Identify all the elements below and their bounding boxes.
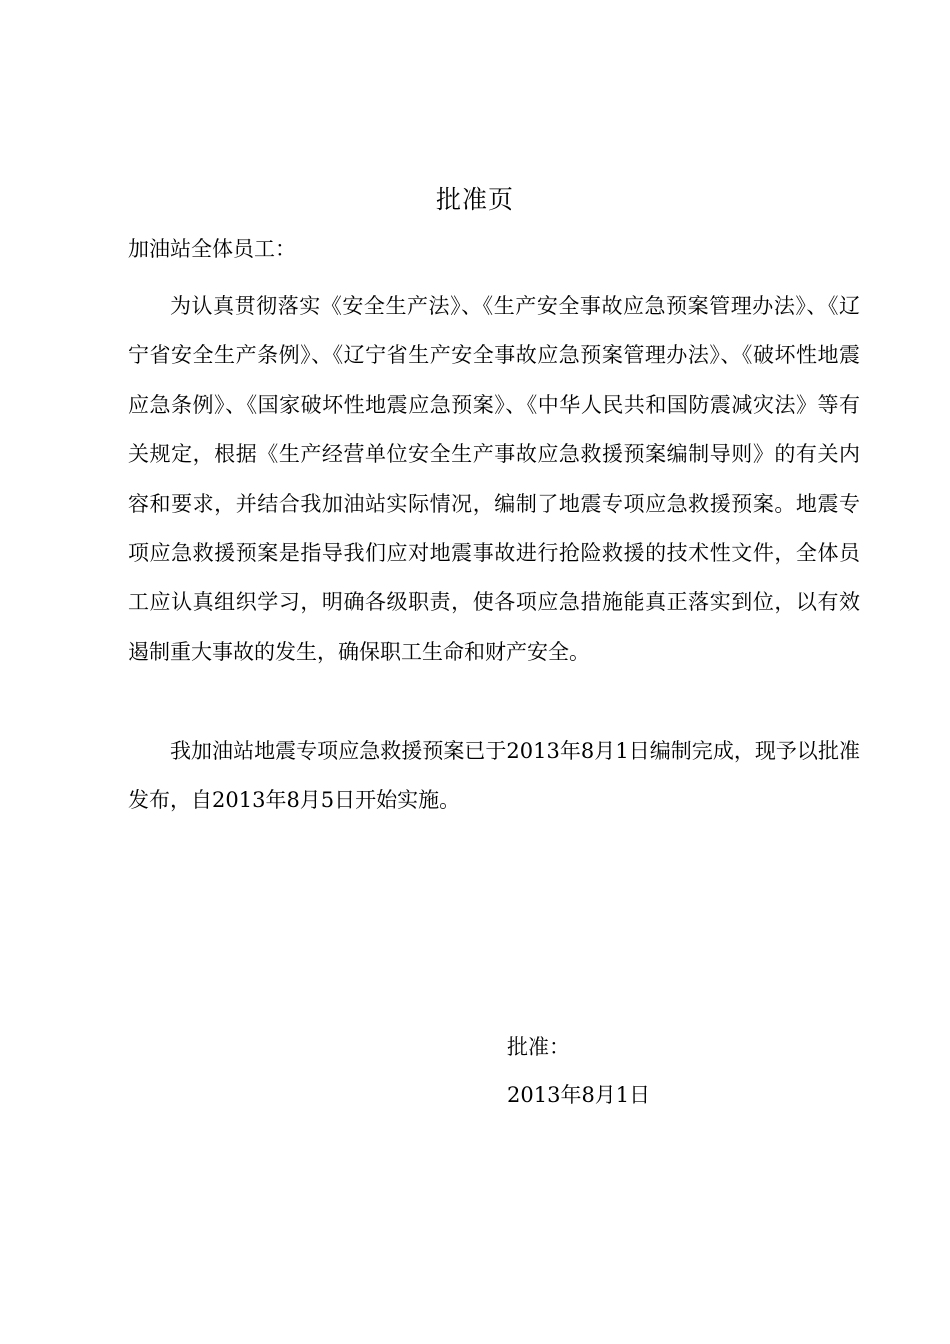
body-paragraph-2: 我加油站地震专项应急救援预案已于2013年8月1日编制完成，现予以批准发布，自2013年8月5日开始实施。	[128, 739, 860, 813]
salutation: 加油站全体员工：	[128, 237, 296, 261]
body-paragraph-1: 为认真贯彻落实《安全生产法》、《生产安全事故应急预案管理办法》、《辽宁省安全生产条例》、《辽宁省生产安全事故应急预案管理办法》、《破坏性地震应急条例》、《国家破坏性地震应急预案》、《中华人民共和国防震减灾法》等有关规定，根据《生产经营单位安全生产事故应急救援预案编制导则》的有关内容和要求，并结合我加油站实际情况，编制了地震专项应急救援预案。地震专项应急救援预案是指导我们应对地震事故进行抢险救援的技术性文件，全体员工应认真组织学习，明确各级职责，使各项应急措施能真正落实到位，以有效遏制重大事故的发生，确保职工生命和财产安全。	[128, 294, 860, 664]
page-title: 批准页	[435, 185, 514, 214]
approval-date: 2013年8月1日	[507, 1083, 651, 1107]
approval-label: 批准：	[507, 1035, 570, 1059]
